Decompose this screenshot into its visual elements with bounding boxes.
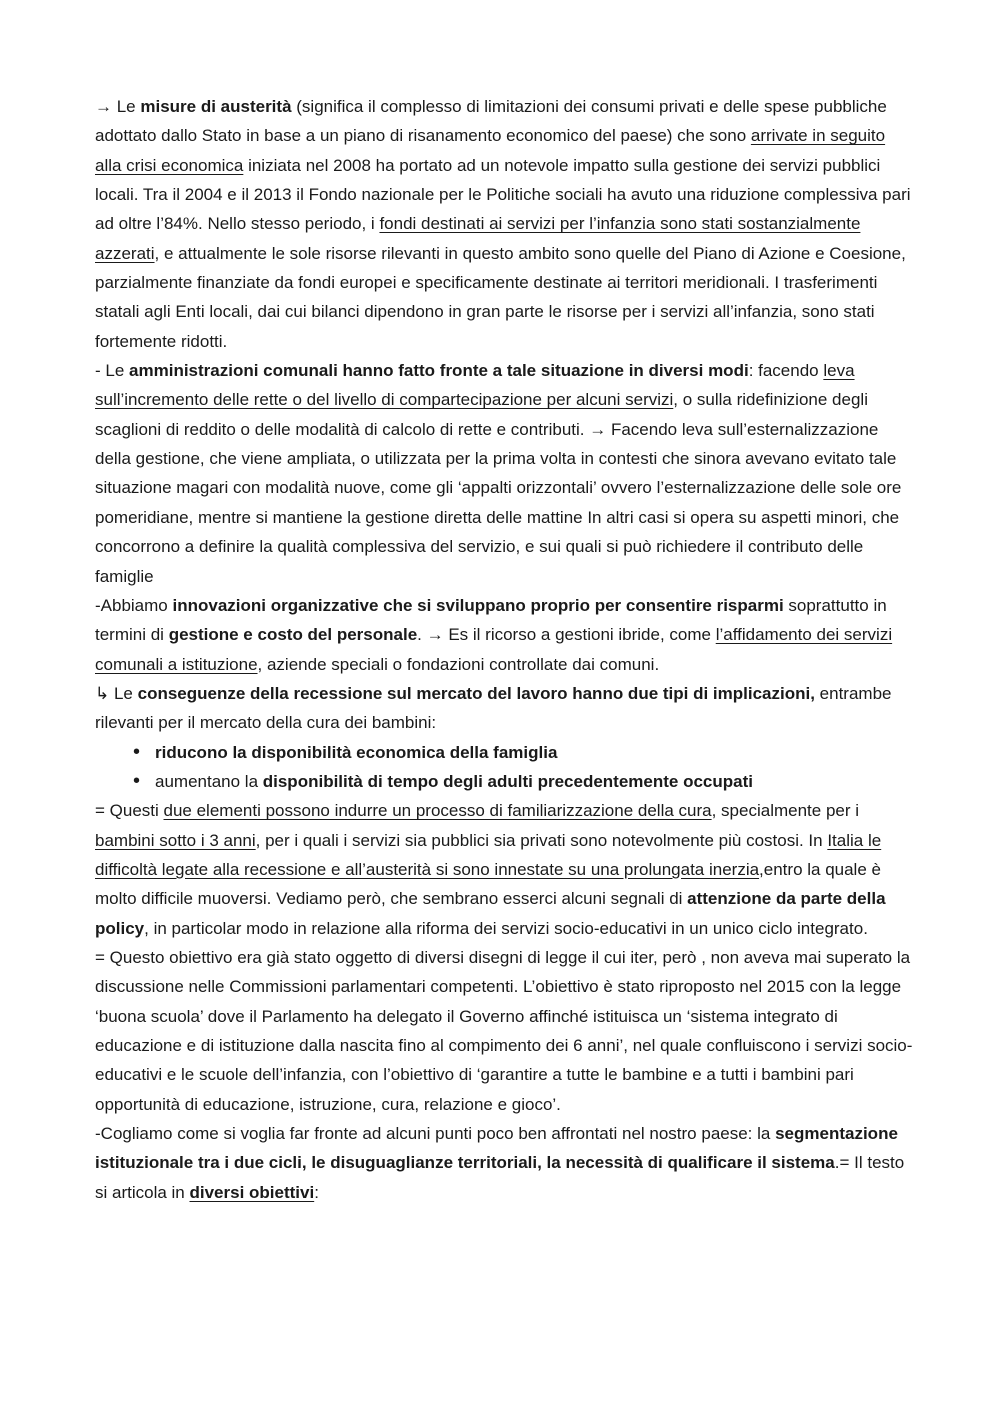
underlined-text: Italia le difficoltà legate alla recessione e all’austerità si sono innestate su una prolungata inerzia (95, 830, 882, 879)
bold (140, 97, 291, 116)
paragraph-objectives (95, 1119, 915, 1207)
text-run: , o sulla ridefinizione degli scaglioni di reddito o delle modalità di calcolo di rette e contributi. → Facendo leva sull’esternalizzazione della gestione, che viene ampliata, o utilizzata per la prima volta in contesti che sinora avevano evitato tale situazione magari con modalità nuove, come gli ‘appalti orizzontali’ ovvero l’esternalizzazione delle sole ore pomeridiane, mentre si mantiene la gestione diretta delle mattine In altri casi si opera su aspetti minori, che concorrono a definire la qualità complessiva del servizio, e sui quali si può richiedere il contributo delle famiglie (95, 390, 902, 586)
underlined-text: due elementi possono indurre un processo di familiarizzazione della cura (163, 801, 712, 821)
bold (172, 596, 783, 615)
bold (155, 743, 557, 762)
text-run: aumentano la (155, 771, 263, 791)
text-run: (significa il complesso di limitazioni dei consumi privati e delle spese pubbliche adottato dallo Stato in base a un piano di risanamento economico del paese) che sono (95, 97, 887, 146)
text-run: -Abbiamo (95, 595, 173, 615)
text-run: ↳ Le (95, 683, 138, 703)
text-run: , per i quali i servizi sia pubblici sia privati sono notevolmente più costosi. In (255, 830, 828, 850)
text-run: , specialmente per i (711, 801, 860, 821)
paragraph-familiarization (95, 796, 915, 943)
text-run: → Le (95, 97, 141, 116)
bold-text: misure di austerità (140, 97, 292, 116)
text-run: -Cogliamo come si voglia far fronte ad alcuni punti poco ben affrontati nel nostro paese: la (95, 1124, 776, 1144)
bold-text: attenzione da parte della policy (95, 889, 886, 938)
bold-text: conseguenze della recessione sul mercato del lavoro hanno due tipi di implicazioni, (137, 683, 815, 703)
paragraph-municipal-administrations (95, 356, 915, 591)
underlined-text: fondi destinati ai servizi per l’infanzia sono stati sostanzialmente azzerati (95, 214, 861, 263)
bold-text: segmentazione istituzionale tra i due cicli, le disuguaglianze territoriali, la necessità di qualificare il sistema (95, 1124, 898, 1173)
bold (263, 772, 753, 791)
paragraph-buona-scuola (95, 943, 915, 1119)
bold-text: innovazioni organizzative che si sviluppano proprio per consentire risparmi (172, 595, 784, 615)
text-run: = Questi (95, 801, 164, 821)
text-run: , aziende speciali o fondazioni controllate dai comuni. (257, 654, 660, 674)
underline (164, 801, 712, 820)
bold (189, 1183, 314, 1202)
text-run: iniziata nel 2008 ha portato ad un notevole impatto sulla gestione dei servizi pubblici locali. Tra il 2004 e il 2013 il Fondo nazionale per le Politiche sociali ha avuto una riduzione complessiva pari ad oltre l’84%. Nello stesso periodo, i (95, 155, 911, 234)
paragraph-organizational-innovations (95, 591, 915, 679)
paragraph-recession-consequences (95, 679, 915, 738)
text-run: soprattutto in termini di (95, 595, 887, 645)
bold-text: amministrazioni comunali hanno fatto fronte a tale situazione in diversi modi (129, 361, 749, 381)
bold (169, 625, 417, 644)
underlined-text: bambini sotto i 3 anni (95, 830, 256, 850)
text-run: : facendo (748, 361, 824, 381)
implications-list (95, 738, 915, 797)
text-run: : (314, 1182, 319, 1202)
text-run: .= Il testo si articola in (95, 1153, 905, 1202)
list-item (155, 738, 915, 767)
bold (138, 684, 815, 703)
document-page (95, 92, 915, 1207)
bold-text: gestione e costo del personale (168, 625, 418, 645)
text-run: entrambe rilevanti per il mercato della cura dei bambini: (95, 683, 892, 733)
text-run: = Questo obiettivo era già stato oggetto di diversi disegni di legge il cui iter, però , non aveva mai superato la discussione nelle Commissioni parlamentari competenti. L’obiettivo è stato riproposto nel 2015 con la legge ‘buona scuola’ dove il Parlamento ha delegato il Governo affinché istituisca un ‘sistema integrato di educazione e di istituzione dalla nascita fino al compimento dei 6 anni’, nel quale confluiscono i servizi socio-educativi e le scuole dell’infanzia, con l’obiettivo di ‘garantire a tutte le bambine e a tutti i bambini pari opportunità di educazione, istruzione, cura, relazione e gioco’. (95, 947, 913, 1114)
underline (189, 1183, 314, 1202)
list-item (155, 767, 915, 796)
underlined-text: l’affidamento dei servizi comunali a istituzione (95, 625, 893, 674)
text-run: , in particolar modo in relazione alla riforma dei servizi socio-educativi in un unico ciclo integrato. (144, 918, 868, 938)
text-run: , e attualmente le sole risorse rilevanti in questo ambito sono quelle del Piano di Azione e Coesione, parzialmente finanziate da fondi europei e specificamente destinate ai territori meridionali. I trasferimenti statali agli Enti locali, dai cui bilanci dipendono in gran parte le risorse per i servizi all’infanzia, sono stati fortemente ridotti. (95, 243, 906, 351)
underline (95, 831, 256, 850)
text-run: - Le (95, 361, 130, 381)
underlined-text: leva sull’incremento delle rette o del livello di compartecipazione per alcuni servizi (95, 361, 855, 410)
bold-text: disponibilità di tempo degli adulti precedentemente occupati (262, 771, 753, 791)
text-run: . → Es il ricorso a gestioni ibride, come (417, 625, 716, 645)
bold (129, 361, 749, 380)
bold-underlined-text: diversi obiettivi (189, 1182, 315, 1202)
bold-text: riducono la disponibilità economica della famiglia (155, 742, 558, 762)
underlined-text: arrivate in seguito alla crisi economica (95, 126, 886, 175)
paragraph-austerity (95, 92, 915, 356)
text-run: ,entro la quale è molto difficile muoversi. Vediamo però, che sembrano esserci alcuni segnali di (95, 859, 881, 909)
